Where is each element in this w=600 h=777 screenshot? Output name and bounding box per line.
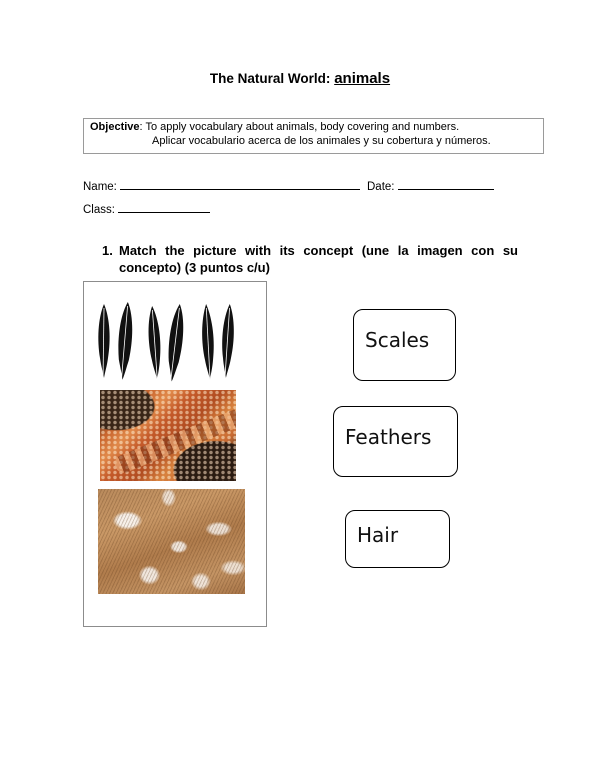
concept-box-feathers[interactable] xyxy=(333,406,458,477)
feather-icon xyxy=(116,302,135,383)
class-label: Class: xyxy=(83,204,115,216)
objective-text-es: Aplicar vocabulario acerca de los animales y su cobertura y números. xyxy=(152,135,491,147)
question-text: Match the picture with its concept (une la imagen con su concepto) (3 puntos c/u) xyxy=(119,243,518,275)
name-label: Name: xyxy=(83,181,117,193)
date-label: Date: xyxy=(367,181,395,193)
title-emphasis: animals xyxy=(334,70,391,87)
feather-icon xyxy=(147,306,164,383)
name-blank[interactable] xyxy=(120,178,360,190)
date-field xyxy=(367,178,494,193)
worksheet-title xyxy=(0,70,600,87)
concept-label-hair: Hair xyxy=(357,523,399,547)
name-field xyxy=(83,178,360,193)
objective-box xyxy=(83,118,544,154)
concept-box-scales[interactable] xyxy=(353,309,456,381)
concept-label-feathers: Feathers xyxy=(345,425,432,449)
objective-text-en: : To apply vocabulary about animals, body covering and numbers. xyxy=(139,121,460,133)
feathers-image xyxy=(92,300,244,384)
question-1 xyxy=(102,242,518,276)
concept-box-hair[interactable] xyxy=(345,510,450,568)
snake-scales-image xyxy=(100,390,236,481)
concept-label-scales: Scales xyxy=(365,328,430,352)
question-number: 1. xyxy=(102,243,113,258)
objective-label: Objective xyxy=(90,121,140,133)
feather-icon xyxy=(200,304,215,382)
class-field xyxy=(83,201,210,216)
class-blank[interactable] xyxy=(118,201,210,213)
title-prefix: The Natural World: xyxy=(209,71,335,86)
date-blank[interactable] xyxy=(398,178,494,190)
feather-icon xyxy=(98,304,109,380)
feather-icon xyxy=(220,304,235,380)
feather-icon xyxy=(165,303,186,384)
deer-fur-image xyxy=(98,489,245,594)
objective-line-en xyxy=(90,120,537,134)
